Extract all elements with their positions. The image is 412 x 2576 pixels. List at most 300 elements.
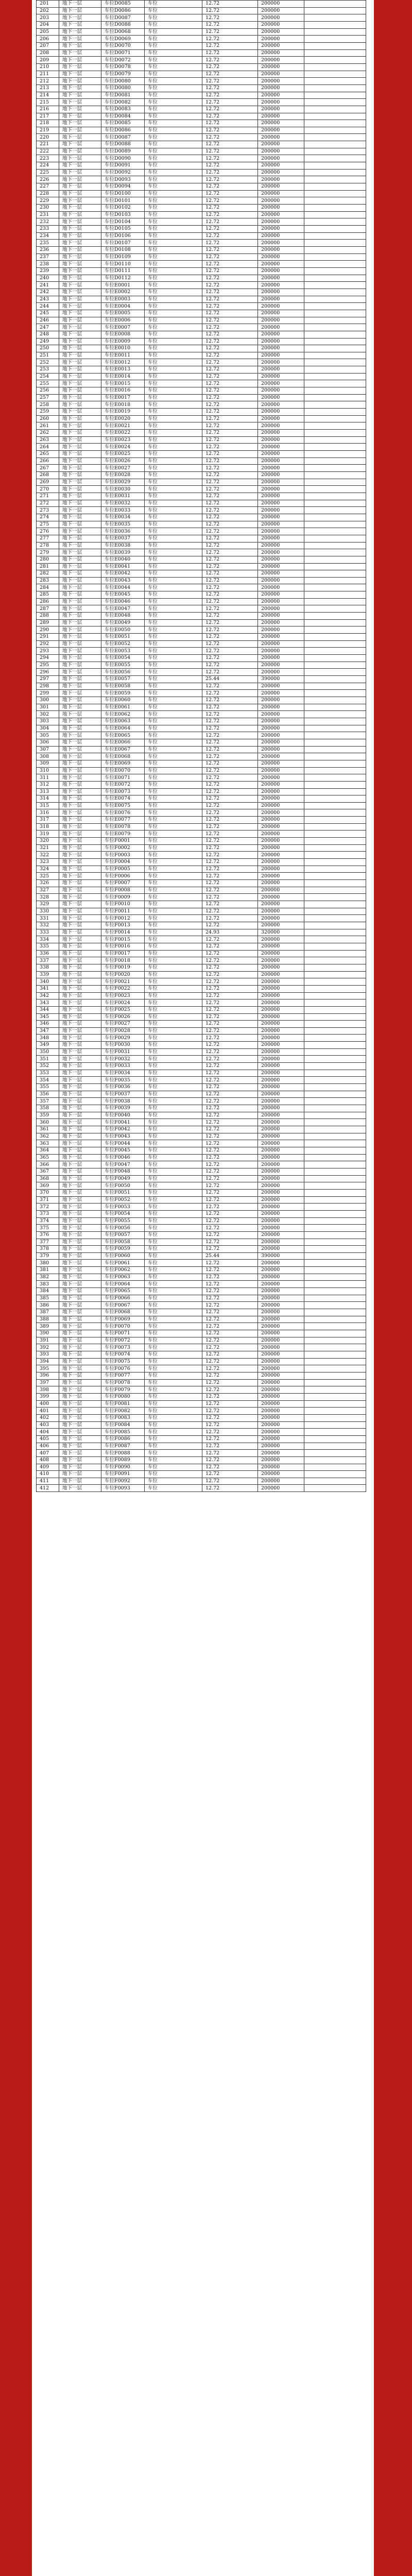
table-row	[37, 1365, 366, 1372]
empty-cell	[304, 1429, 366, 1436]
unit-cell: 车位E0044	[101, 584, 145, 591]
row-number: 290	[37, 626, 59, 634]
price-cell: 200000	[258, 71, 304, 78]
row-number: 254	[37, 373, 59, 380]
floor-cell: 地下一层	[59, 908, 101, 915]
type-cell: 车位	[145, 1274, 202, 1281]
floor-cell: 地下一层	[59, 999, 101, 1007]
type-cell: 车位	[145, 1133, 202, 1140]
type-cell: 车位	[145, 401, 202, 409]
row-number: 279	[37, 549, 59, 556]
type-cell: 车位	[145, 190, 202, 197]
floor-cell: 地下一层	[59, 985, 101, 992]
floor-cell: 地下一层	[59, 113, 101, 120]
empty-cell	[304, 422, 366, 430]
price-cell: 200000	[258, 1260, 304, 1267]
row-number: 269	[37, 479, 59, 486]
price-cell: 200000	[258, 887, 304, 894]
type-cell: 车位	[145, 1140, 202, 1147]
area-cell: 12.72	[202, 683, 258, 690]
empty-cell	[304, 1239, 366, 1246]
type-cell: 车位	[145, 1154, 202, 1161]
price-cell: 200000	[258, 1344, 304, 1351]
table-row	[37, 134, 366, 141]
price-cell: 200000	[258, 1379, 304, 1386]
price-cell: 200000	[258, 1013, 304, 1021]
row-number: 410	[37, 1471, 59, 1478]
row-number: 345	[37, 1013, 59, 1021]
type-cell: 车位	[145, 1, 202, 8]
area-cell: 12.72	[202, 704, 258, 711]
type-cell: 车位	[145, 1006, 202, 1013]
type-cell: 车位	[145, 619, 202, 626]
area-cell: 12.72	[202, 451, 258, 458]
floor-cell: 地下一层	[59, 1182, 101, 1190]
floor-cell: 地下一层	[59, 1351, 101, 1359]
floor-cell: 地下一层	[59, 169, 101, 176]
unit-cell: 车位F0075	[101, 1358, 145, 1365]
row-number: 268	[37, 471, 59, 479]
table-row	[37, 296, 366, 303]
unit-cell: 车位F0093	[101, 1485, 145, 1492]
type-cell: 车位	[145, 739, 202, 746]
empty-cell	[304, 535, 366, 542]
unit-cell: 车位F0048	[101, 1168, 145, 1175]
floor-cell: 地下一层	[59, 655, 101, 662]
table-row	[37, 985, 366, 992]
area-cell: 12.72	[202, 640, 258, 648]
floor-cell: 地下一层	[59, 232, 101, 240]
row-number: 306	[37, 739, 59, 746]
price-cell: 200000	[258, 1288, 304, 1295]
area-cell: 12.72	[202, 1210, 258, 1217]
row-number: 235	[37, 240, 59, 247]
floor-cell: 地下一层	[59, 183, 101, 191]
empty-cell	[304, 240, 366, 247]
empty-cell	[304, 42, 366, 49]
type-cell: 车位	[145, 1295, 202, 1302]
type-cell: 车位	[145, 1408, 202, 1415]
empty-cell	[304, 1196, 366, 1204]
row-number: 373	[37, 1210, 59, 1217]
price-cell: 200000	[258, 936, 304, 943]
table-row	[37, 683, 366, 690]
floor-cell: 地下一层	[59, 598, 101, 605]
row-number: 347	[37, 1027, 59, 1035]
price-cell: 200000	[258, 1098, 304, 1105]
price-cell: 200000	[258, 844, 304, 852]
floor-cell: 地下一层	[59, 648, 101, 655]
floor-cell: 地下一层	[59, 894, 101, 901]
table-row	[37, 570, 366, 578]
floor-cell: 地下一层	[59, 1456, 101, 1464]
floor-cell: 地下一层	[59, 14, 101, 22]
unit-cell: 车位E0059	[101, 690, 145, 697]
unit-cell: 车位D0102	[101, 205, 145, 212]
floor-cell: 地下一层	[59, 1309, 101, 1316]
price-cell: 200000	[258, 866, 304, 873]
table-row	[37, 1464, 366, 1471]
area-cell: 12.72	[202, 1450, 258, 1457]
unit-cell: 车位F0071	[101, 1330, 145, 1337]
row-number: 240	[37, 275, 59, 282]
empty-cell	[304, 36, 366, 43]
empty-cell	[304, 436, 366, 444]
floor-cell: 地下一层	[59, 1119, 101, 1126]
table-row	[37, 1260, 366, 1267]
type-cell: 车位	[145, 148, 202, 155]
area-cell: 12.72	[202, 852, 258, 859]
row-number: 289	[37, 619, 59, 626]
type-cell: 车位	[145, 36, 202, 43]
table-row	[37, 275, 366, 282]
table-row	[37, 1084, 366, 1091]
empty-cell	[304, 690, 366, 697]
row-number: 377	[37, 1239, 59, 1246]
area-cell: 12.72	[202, 1372, 258, 1379]
table-row	[37, 1429, 366, 1436]
price-cell: 200000	[258, 817, 304, 824]
area-cell: 12.72	[202, 120, 258, 127]
empty-cell	[304, 415, 366, 422]
floor-cell: 地下一层	[59, 1196, 101, 1204]
price-cell: 200000	[258, 753, 304, 760]
price-cell: 200000	[258, 1042, 304, 1049]
area-cell: 12.72	[202, 1077, 258, 1084]
area-cell: 12.72	[202, 1464, 258, 1471]
area-cell: 12.72	[202, 1182, 258, 1190]
row-number: 359	[37, 1112, 59, 1119]
type-cell: 车位	[145, 1351, 202, 1359]
empty-cell	[304, 451, 366, 458]
empty-cell	[304, 78, 366, 85]
table-row	[37, 619, 366, 626]
row-number: 287	[37, 605, 59, 613]
type-cell: 车位	[145, 809, 202, 817]
price-list-sheet	[32, 0, 374, 2576]
price-cell: 200000	[258, 99, 304, 106]
area-cell: 12.72	[202, 901, 258, 908]
floor-cell: 地下一层	[59, 345, 101, 352]
price-cell: 200000	[258, 1358, 304, 1365]
empty-cell	[304, 1316, 366, 1323]
type-cell: 车位	[145, 732, 202, 739]
area-cell: 12.72	[202, 1231, 258, 1239]
row-number: 394	[37, 1358, 59, 1365]
price-cell: 200000	[258, 626, 304, 634]
floor-cell: 地下一层	[59, 493, 101, 500]
type-cell: 车位	[145, 626, 202, 634]
type-cell: 车位	[145, 971, 202, 978]
table-row	[37, 1344, 366, 1351]
table-row	[37, 648, 366, 655]
type-cell: 车位	[145, 387, 202, 395]
price-cell: 200000	[258, 1084, 304, 1091]
floor-cell: 地下一层	[59, 36, 101, 43]
row-number: 280	[37, 556, 59, 563]
table-row	[37, 831, 366, 838]
floor-cell: 地下一层	[59, 887, 101, 894]
empty-cell	[304, 1252, 366, 1260]
price-cell: 200000	[258, 746, 304, 753]
floor-cell: 地下一层	[59, 549, 101, 556]
area-cell: 12.72	[202, 275, 258, 282]
area-cell: 12.72	[202, 317, 258, 324]
price-cell: 200000	[258, 1281, 304, 1288]
row-number: 265	[37, 451, 59, 458]
price-cell: 200000	[258, 577, 304, 584]
row-number: 301	[37, 704, 59, 711]
unit-cell: 车位E0074	[101, 795, 145, 803]
price-cell: 200000	[258, 795, 304, 803]
type-cell: 车位	[145, 880, 202, 887]
table-row	[37, 584, 366, 591]
table-row	[37, 205, 366, 212]
unit-cell: 车位E0061	[101, 704, 145, 711]
unit-cell: 车位E0039	[101, 549, 145, 556]
price-cell: 200000	[258, 774, 304, 782]
empty-cell	[304, 92, 366, 99]
row-number: 329	[37, 901, 59, 908]
area-cell: 12.72	[202, 345, 258, 352]
floor-cell: 地下一层	[59, 57, 101, 64]
price-cell: 200000	[258, 310, 304, 317]
floor-cell: 地下一层	[59, 992, 101, 999]
price-cell: 200000	[258, 943, 304, 950]
type-cell: 车位	[145, 936, 202, 943]
empty-cell	[304, 711, 366, 718]
type-cell: 车位	[145, 514, 202, 521]
table-row	[37, 844, 366, 852]
empty-cell	[304, 957, 366, 964]
row-number: 251	[37, 352, 59, 359]
unit-cell: 车位F0080	[101, 1393, 145, 1400]
area-cell: 12.72	[202, 1225, 258, 1232]
area-cell: 12.72	[202, 1042, 258, 1049]
price-cell: 200000	[258, 359, 304, 366]
empty-cell	[304, 831, 366, 838]
floor-cell: 地下一层	[59, 324, 101, 331]
empty-cell	[304, 901, 366, 908]
table-row	[37, 324, 366, 331]
table-row	[37, 690, 366, 697]
table-row	[37, 1358, 366, 1365]
price-cell: 200000	[258, 655, 304, 662]
unit-cell: 车位D0092	[101, 169, 145, 176]
empty-cell	[304, 1400, 366, 1408]
empty-cell	[304, 1189, 366, 1196]
unit-cell: 车位F0008	[101, 887, 145, 894]
unit-cell: 车位F0036	[101, 1084, 145, 1091]
price-cell: 200000	[258, 197, 304, 205]
empty-cell	[304, 134, 366, 141]
floor-cell: 地下一层	[59, 415, 101, 422]
price-cell: 200000	[258, 1302, 304, 1309]
table-row	[37, 535, 366, 542]
unit-cell: 车位E0036	[101, 528, 145, 535]
price-cell: 200000	[258, 366, 304, 374]
table-row	[37, 1119, 366, 1126]
area-cell: 12.72	[202, 1147, 258, 1154]
table-row	[37, 1400, 366, 1408]
area-cell: 12.72	[202, 197, 258, 205]
floor-cell: 地下一层	[59, 1056, 101, 1063]
type-cell: 车位	[145, 92, 202, 99]
empty-cell	[304, 317, 366, 324]
unit-cell: 车位F0083	[101, 1414, 145, 1421]
table-row	[37, 1204, 366, 1211]
floor-cell: 地下一层	[59, 774, 101, 782]
empty-cell	[304, 1309, 366, 1316]
table-row	[37, 1408, 366, 1415]
row-number: 327	[37, 887, 59, 894]
unit-cell: 车位F0002	[101, 844, 145, 852]
unit-cell: 车位E0077	[101, 817, 145, 824]
price-cell: 200000	[258, 1210, 304, 1217]
table-row	[37, 1414, 366, 1421]
unit-cell: 车位F0007	[101, 880, 145, 887]
empty-cell	[304, 282, 366, 289]
table-row	[37, 669, 366, 676]
unit-cell: 车位E0022	[101, 430, 145, 437]
floor-cell: 地下一层	[59, 915, 101, 922]
unit-cell: 车位D0069	[101, 36, 145, 43]
area-cell: 12.72	[202, 359, 258, 366]
row-number: 334	[37, 936, 59, 943]
price-cell: 200000	[258, 352, 304, 359]
table-row	[37, 289, 366, 296]
area-cell: 12.72	[202, 36, 258, 43]
row-number: 312	[37, 781, 59, 788]
price-cell: 200000	[258, 725, 304, 732]
row-number: 223	[37, 155, 59, 162]
table-row	[37, 1379, 366, 1386]
row-number: 391	[37, 1337, 59, 1344]
unit-cell: 车位E0004	[101, 303, 145, 310]
price-cell: 200000	[258, 915, 304, 922]
empty-cell	[304, 760, 366, 767]
type-cell: 车位	[145, 1337, 202, 1344]
unit-cell: 车位D0088	[101, 141, 145, 148]
type-cell: 车位	[145, 275, 202, 282]
area-cell: 12.72	[202, 1239, 258, 1246]
floor-cell: 地下一层	[59, 451, 101, 458]
floor-cell: 地下一层	[59, 465, 101, 472]
price-cell: 200000	[258, 1027, 304, 1035]
table-row	[37, 352, 366, 359]
price-cell: 200000	[258, 1295, 304, 1302]
type-cell: 车位	[145, 873, 202, 880]
row-number: 286	[37, 598, 59, 605]
type-cell: 车位	[145, 211, 202, 218]
table-row	[37, 591, 366, 599]
table-row	[37, 542, 366, 549]
table-row	[37, 246, 366, 253]
empty-cell	[304, 1, 366, 8]
row-number: 260	[37, 415, 59, 422]
empty-cell	[304, 1119, 366, 1126]
table-row	[37, 1295, 366, 1302]
floor-cell: 地下一层	[59, 1323, 101, 1330]
area-cell: 12.72	[202, 922, 258, 929]
empty-cell	[304, 844, 366, 852]
floor-cell: 地下一层	[59, 901, 101, 908]
price-cell: 200000	[258, 1393, 304, 1400]
row-number: 262	[37, 430, 59, 437]
empty-cell	[304, 640, 366, 648]
type-cell: 车位	[145, 49, 202, 57]
row-number: 297	[37, 676, 59, 683]
area-cell: 12.72	[202, 1175, 258, 1182]
table-row	[37, 1133, 366, 1140]
table-row	[37, 240, 366, 247]
row-number: 398	[37, 1386, 59, 1394]
empty-cell	[304, 183, 366, 191]
empty-cell	[304, 1147, 366, 1154]
type-cell: 车位	[145, 21, 202, 28]
unit-cell: 车位F0044	[101, 1140, 145, 1147]
type-cell: 车位	[145, 1077, 202, 1084]
price-cell: 200000	[258, 507, 304, 514]
row-number: 374	[37, 1217, 59, 1225]
unit-cell: 车位F0029	[101, 1035, 145, 1042]
table-row	[37, 1485, 366, 1492]
floor-cell: 地下一层	[59, 626, 101, 634]
table-row	[37, 1048, 366, 1056]
empty-cell	[304, 479, 366, 486]
table-row	[37, 465, 366, 472]
floor-cell: 地下一层	[59, 859, 101, 866]
unit-cell: 车位F0090	[101, 1464, 145, 1471]
floor-cell: 地下一层	[59, 471, 101, 479]
floor-cell: 地下一层	[59, 718, 101, 725]
floor-cell: 地下一层	[59, 486, 101, 493]
area-cell: 12.72	[202, 1351, 258, 1359]
row-number: 311	[37, 774, 59, 782]
type-cell: 车位	[145, 690, 202, 697]
table-row	[37, 1035, 366, 1042]
unit-cell: 车位D0101	[101, 197, 145, 205]
unit-cell: 车位E0008	[101, 331, 145, 338]
area-cell: 12.72	[202, 866, 258, 873]
floor-cell: 地下一层	[59, 1006, 101, 1013]
floor-cell: 地下一层	[59, 1105, 101, 1112]
price-cell: 200000	[258, 14, 304, 22]
floor-cell: 地下一层	[59, 634, 101, 641]
floor-cell: 地下一层	[59, 1084, 101, 1091]
price-cell: 200000	[258, 345, 304, 352]
type-cell: 车位	[145, 570, 202, 578]
type-cell: 车位	[145, 1035, 202, 1042]
empty-cell	[304, 127, 366, 134]
empty-cell	[304, 162, 366, 170]
row-number: 349	[37, 1042, 59, 1049]
empty-cell	[304, 1435, 366, 1443]
floor-cell: 地下一层	[59, 922, 101, 929]
row-number: 233	[37, 226, 59, 233]
floor-cell: 地下一层	[59, 1, 101, 8]
price-cell: 200000	[258, 978, 304, 986]
type-cell: 车位	[145, 63, 202, 71]
area-cell: 12.72	[202, 486, 258, 493]
floor-cell: 地下一层	[59, 127, 101, 134]
empty-cell	[304, 563, 366, 570]
empty-cell	[304, 1168, 366, 1175]
unit-cell: 车位F0040	[101, 1112, 145, 1119]
type-cell: 车位	[145, 99, 202, 106]
price-cell: 200000	[258, 190, 304, 197]
empty-cell	[304, 507, 366, 514]
